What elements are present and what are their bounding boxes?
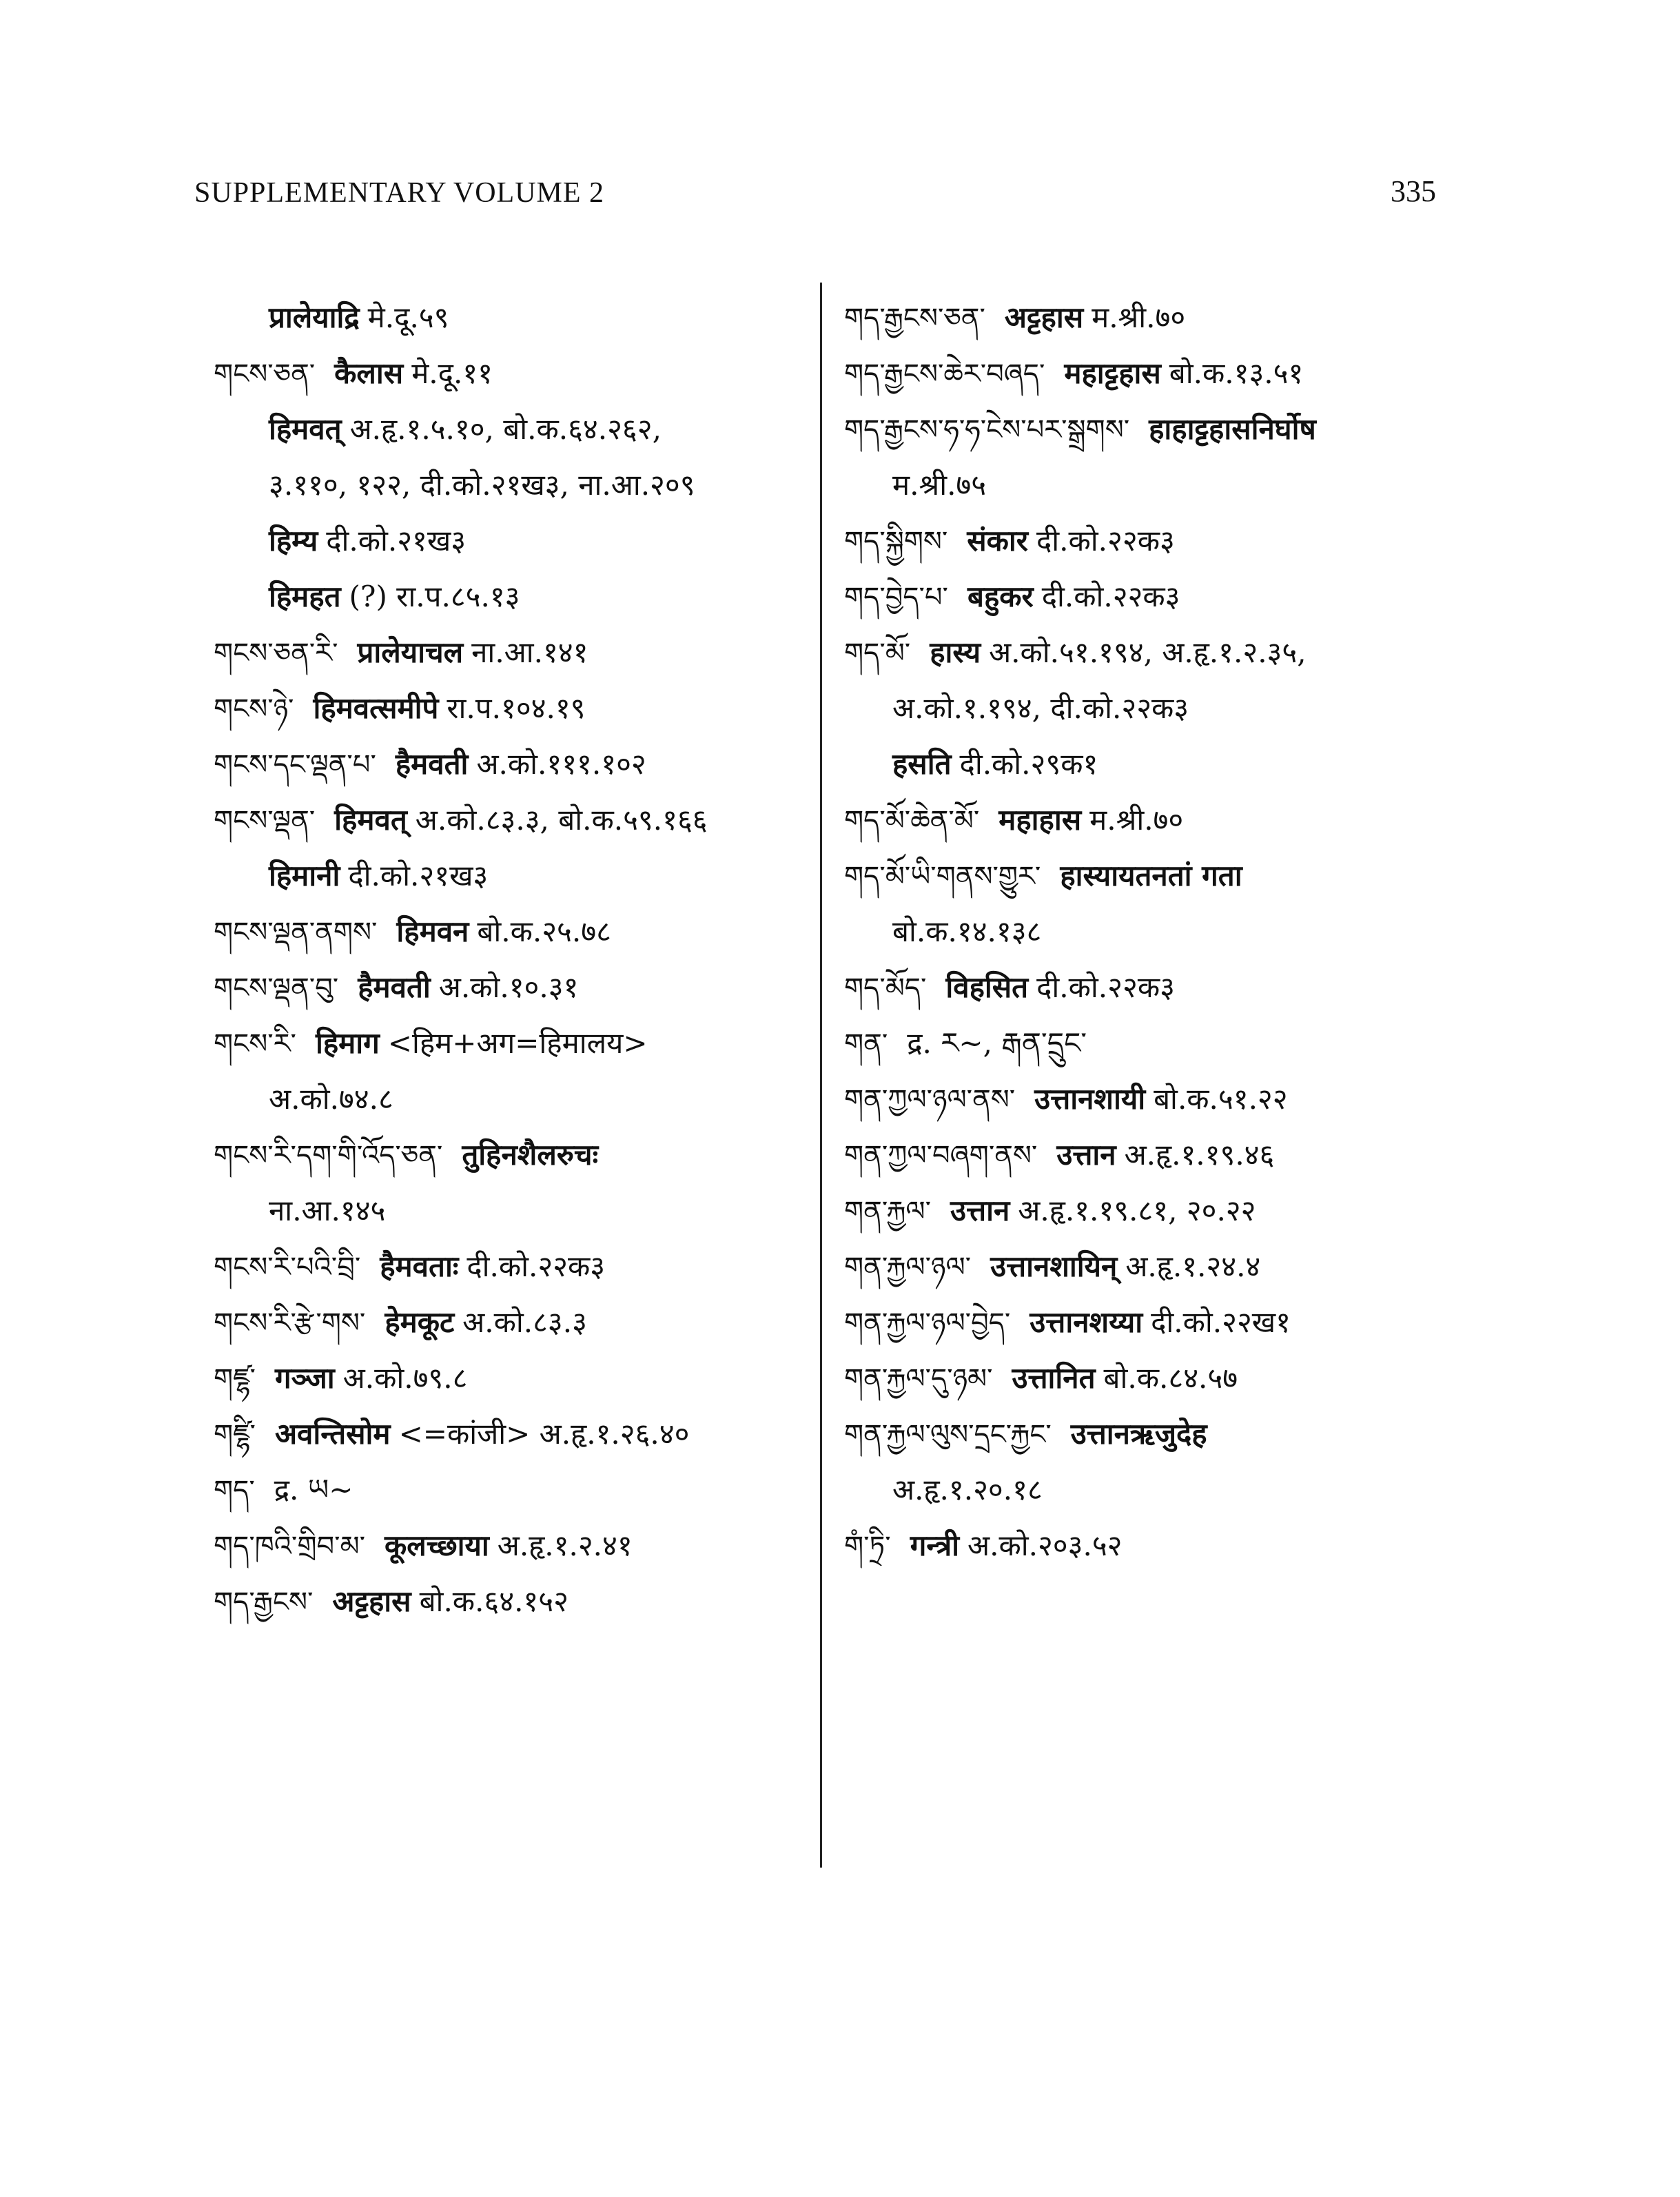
sanskrit-headword: हिमहत (269, 580, 341, 613)
source-reference: दी.को.२२क३ (467, 1249, 606, 1283)
source-reference: ३.११०, १२२, दी.को.२१ख३, ना.आ.२०९ (269, 468, 695, 502)
tibetan-term: གན་རྐྱལ་ལུས་དྲང་རྐྱང་ (844, 1419, 1052, 1451)
tibetan-term: གད་ཁའི་གྲིབ་མ་ (214, 1531, 365, 1562)
tibetan-term: གད་མོ་ཡི་གནས་གྱུར་ (844, 861, 1041, 892)
tibetan-term: གད་རྒྱངས་ (214, 1586, 314, 1618)
source-reference: अ.को.१.१९४, दी.को.२२क३ (892, 691, 1189, 725)
dictionary-entry-line (214, 903, 806, 959)
tibetan-term: གད་མོད་ (844, 972, 927, 1004)
sanskrit-headword: हिमवत् (269, 412, 342, 446)
source-reference: ना.आ.१४५ (269, 1194, 386, 1227)
source-reference: अ.को.२०३.५२ (967, 1529, 1123, 1562)
source-reference: अ.हृ.१.२४.४ (1125, 1249, 1261, 1283)
sanskrit-headword: उत्तानशायी (1034, 1082, 1146, 1116)
source-reference: बो.क.५१.२२ (1154, 1082, 1288, 1116)
sanskrit-headword: उत्तानित (1012, 1361, 1096, 1395)
source-reference: म.श्री.७० (1089, 803, 1184, 837)
sanskrit-headword: बहुकर (967, 580, 1034, 613)
tibetan-term: གངས་རི་ (214, 1028, 296, 1060)
dictionary-entry-line (214, 736, 806, 792)
source-reference: अ.हृ.१.५.१०, बो.क.६४.२६२, (349, 412, 662, 446)
dictionary-entry-line (844, 1406, 1464, 1462)
sanskrit-headword: हाहाट्टहासनिर्घोष (1149, 412, 1316, 446)
dictionary-entry-line (214, 1294, 806, 1350)
source-reference: म.श्री.७५ (892, 468, 987, 502)
tibetan-term: གངས་རི་པའི་བྲི་ (214, 1251, 361, 1283)
dictionary-entry-line (844, 1015, 1464, 1071)
sanskrit-headword: हिमवत्समीपे (313, 691, 439, 725)
sanskrit-headword: हिमाग (315, 1026, 380, 1060)
sanskrit-headword: उत्तान (950, 1194, 1010, 1227)
dictionary-entry-line (844, 1127, 1464, 1183)
sanskrit-headword: कैलास (334, 356, 404, 390)
dictionary-entry-line (844, 736, 1464, 792)
dictionary-entry-line (844, 289, 1464, 345)
tibetan-term: གན་རྐྱལ་ཉལ་ (844, 1251, 972, 1283)
source-reference: <=कांजी> अ.हृ.१.२६.४० (398, 1417, 690, 1451)
source-reference: म.श्री.७० (1092, 300, 1186, 334)
sanskrit-headword: विहसित (945, 970, 1029, 1004)
source-reference: अ.हृ.१.१९.४६ (1124, 1138, 1275, 1172)
dictionary-entry-line (844, 1462, 1464, 1518)
column-divider (820, 283, 822, 1868)
source-reference: अ.को.५१.१९४, अ.हृ.१.२.३५, (989, 635, 1307, 669)
dictionary-entry-line (844, 792, 1464, 848)
source-reference: मे.दू.५९ (367, 300, 449, 334)
left-column (214, 289, 806, 1629)
dictionary-entry-line (844, 1350, 1464, 1406)
dictionary-entry-line (214, 289, 806, 345)
dictionary-entry-line (844, 1238, 1464, 1294)
tibetan-term: གཛྷི་ (214, 1419, 256, 1451)
sanskrit-headword: हिमानी (269, 859, 340, 892)
right-column (844, 289, 1464, 1573)
sanskrit-headword: हिम्य (269, 524, 318, 558)
source-reference: अ.को.१११.१०२ (476, 747, 646, 781)
source-reference: दी.को.२१ख३ (348, 859, 489, 892)
source-reference: दी.को.२२क३ (1036, 970, 1175, 1004)
tibetan-term: གད་སྐྱིགས་ (844, 526, 948, 558)
tibetan-term: གངས་ཅན་ (214, 358, 316, 390)
dictionary-entry-line (844, 903, 1464, 959)
sanskrit-headword: हिमवत् (334, 803, 407, 837)
dictionary-entry-line (844, 848, 1464, 903)
source-reference: ना.आ.१४१ (471, 635, 588, 669)
sanskrit-headword: गञ्जा (274, 1361, 335, 1395)
source-reference: अ.को.७४.८ (269, 1082, 393, 1116)
tibetan-term: གངས་ཉེ་ (214, 693, 294, 725)
source-reference: (?) रा.प.८५.१३ (349, 580, 520, 613)
page-number: 335 (1391, 174, 1436, 208)
dictionary-entry-line (214, 569, 806, 624)
tibetan-term: གངས་རི་རྩེ་གས་ (214, 1307, 366, 1339)
tibetan-term: གན་ (844, 1028, 888, 1060)
dictionary-entry-line (214, 1518, 806, 1573)
source-reference: दी.को.२१ख३ (326, 524, 467, 558)
dictionary-entry-line (214, 1071, 806, 1127)
dictionary-entry-line (844, 513, 1464, 569)
source-reference: बो.क.२५.७८ (477, 914, 611, 948)
dictionary-entry-line (214, 457, 806, 513)
sanskrit-headword: प्रालेयाचल (357, 635, 464, 669)
dictionary-entry-line (214, 1183, 806, 1238)
dictionary-entry-line (214, 1127, 806, 1183)
source-reference: रा.प.१०४.१९ (447, 691, 586, 725)
sanskrit-headword: हैमवताः (380, 1249, 459, 1283)
dictionary-entry-line (844, 680, 1464, 736)
tibetan-term: གངས་ལྡན་བུ་ (214, 972, 339, 1004)
tibetan-term: གངས་དང་ལྡན་པ་ (214, 749, 376, 781)
source-reference: अ.हृ.१.२०.१८ (892, 1473, 1043, 1506)
source-reference: अ.हृ.१.१९.८१, २०.२२ (1018, 1194, 1256, 1227)
source-reference: बो.क.१३.५१ (1169, 356, 1304, 390)
dictionary-entry-line (214, 345, 806, 401)
sanskrit-headword: उत्तानशायिन् (990, 1249, 1118, 1283)
dictionary-entry-line (844, 959, 1464, 1015)
dictionary-entry-line (844, 401, 1464, 457)
source-reference: दी.को.२९क१ (959, 747, 1098, 781)
tibetan-term: གངས་ལྡན་ (214, 805, 316, 837)
sanskrit-headword: हास्य (930, 635, 981, 669)
tibetan-term: གད་རྒྱངས་ཅན་ (844, 303, 985, 334)
sanskrit-headword: हिमवन (396, 914, 469, 948)
source-reference: दी.को.२२ख१ (1151, 1305, 1291, 1339)
dictionary-entry-line (844, 457, 1464, 513)
source-reference: बो.क.६४.१५२ (419, 1584, 568, 1618)
source-reference: द्र. ར~, རྒན་དྲུང་ (907, 1026, 1087, 1060)
source-reference: अ.को.८३.३ (462, 1305, 587, 1339)
sanskrit-headword: हैमवती (395, 747, 469, 781)
dictionary-entry-line (844, 1294, 1464, 1350)
source-reference: अ.हृ.१.२.४१ (497, 1529, 633, 1562)
source-reference: बो.क.१४.१३८ (892, 914, 1042, 948)
sanskrit-headword: हसति (892, 747, 952, 781)
dictionary-entry-line (214, 1238, 806, 1294)
dictionary-entry-line (214, 680, 806, 736)
dictionary-entry-line (844, 569, 1464, 624)
dictionary-entry-line (214, 848, 806, 903)
tibetan-term: གད་རྒྱངས་ཧ་ཧ་ངེས་པར་སྒྲགས་ (844, 414, 1130, 446)
source-reference: अ.को.१०.३१ (438, 970, 579, 1004)
dictionary-entry-line (214, 624, 806, 680)
running-head: SUPPLEMENTARY VOLUME 2 (194, 177, 605, 209)
tibetan-term: གན་ཀྱལ་བཞག་ནས་ (844, 1140, 1038, 1172)
tibetan-term: གད་བྱེད་པ་ (844, 582, 948, 613)
sanskrit-headword: अवन्तिसोम (274, 1417, 391, 1451)
dictionary-entry-line (214, 792, 806, 848)
dictionary-entry-line (214, 1462, 806, 1518)
sanskrit-headword: गन्त्री (910, 1529, 960, 1562)
sanskrit-headword: हेमकूट (385, 1305, 455, 1339)
tibetan-term: གངས་རི་དག་གི་འོད་ཅན་ (214, 1140, 443, 1172)
sanskrit-headword: उत्तान (1056, 1138, 1116, 1172)
dictionary-entry-line (214, 959, 806, 1015)
sanskrit-headword: उत्तानऋजुदेह (1070, 1417, 1207, 1451)
dictionary-entry-line (214, 401, 806, 457)
dictionary-entry-line (844, 1071, 1464, 1127)
sanskrit-headword: अट्टहास (1004, 300, 1084, 334)
tibetan-term: གངས་ལྡན་ནགས་ (214, 917, 378, 948)
dictionary-entry-line (214, 1573, 806, 1629)
dictionary-entry-line (214, 1350, 806, 1406)
sanskrit-headword: प्रालेयाद्रि (269, 300, 360, 334)
dictionary-entry-line (844, 345, 1464, 401)
tibetan-term: གད་མོ་ཆེན་མོ་ (844, 805, 980, 837)
sanskrit-headword: अट्टहास (332, 1584, 411, 1618)
tibetan-term: གད་རྒྱངས་ཆེར་བཞད་ (844, 358, 1045, 390)
tibetan-term: གངས་ཅན་རི་ (214, 637, 338, 669)
tibetan-term: གཾ་ཏྲི་ (844, 1531, 891, 1562)
tibetan-term: གན་རྐྱལ་དུ་ཉམ་ (844, 1363, 993, 1395)
source-reference: दी.को.२२क३ (1041, 580, 1180, 613)
sanskrit-headword: उत्तानशय्या (1029, 1305, 1143, 1339)
tibetan-term: གན་ཀྱལ་ཉལ་ནས་ (844, 1084, 1016, 1116)
sanskrit-headword: कूलच्छाया (385, 1529, 489, 1562)
source-reference: <हिम+अग=हिमालय> (387, 1026, 648, 1060)
dictionary-entry-line (844, 1518, 1464, 1573)
tibetan-term: གད་མོ་ (844, 637, 911, 669)
dictionary-entry-line (214, 513, 806, 569)
dictionary-entry-line (214, 1015, 806, 1071)
tibetan-term: གཛྷ་ (214, 1363, 256, 1395)
dictionary-entry-line (844, 1183, 1464, 1238)
source-reference: बो.क.८४.५७ (1103, 1361, 1238, 1395)
dictionary-entry-line (214, 1406, 806, 1462)
source-reference: अ.को.८३.३, बो.क.५९.१६६ (415, 803, 708, 837)
sanskrit-headword: हैमवती (358, 970, 431, 1004)
dictionary-entry-line (844, 624, 1464, 680)
tibetan-term: གན་རྐྱལ་ཉལ་བྱེད་ (844, 1307, 1011, 1339)
sanskrit-headword: महाहास (998, 803, 1082, 837)
sanskrit-headword: संकार (967, 524, 1028, 558)
tibetan-term: གན་རྐྱལ་ (844, 1196, 932, 1227)
sanskrit-headword: हास्यायतनतां गता (1060, 859, 1242, 892)
tibetan-term: གད་ (214, 1475, 255, 1506)
source-reference: मे.दू.११ (411, 356, 493, 390)
sanskrit-headword: महाट्टहास (1064, 356, 1161, 390)
source-reference: द्र. ཡ~ (274, 1473, 354, 1506)
source-reference: अ.को.७९.८ (342, 1361, 468, 1395)
source-reference: दी.को.२२क३ (1036, 524, 1175, 558)
sanskrit-headword: तुहिनशैलरुचः (462, 1138, 599, 1172)
